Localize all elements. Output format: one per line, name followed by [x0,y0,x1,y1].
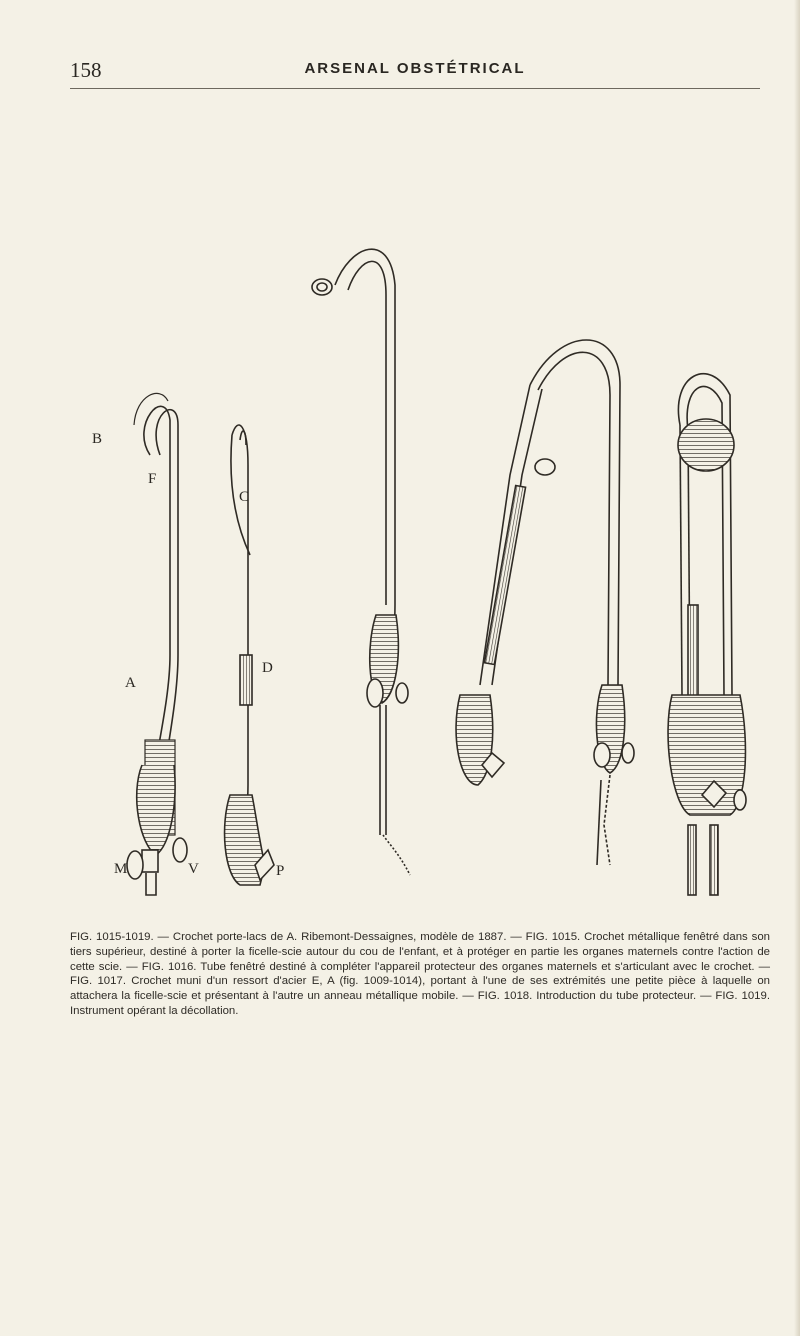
label-b: B [92,431,103,447]
page-number: 158 [70,58,102,82]
running-header [70,52,760,89]
label-m: M [114,861,128,877]
fig-1015-hook [127,393,187,895]
label-p: P [276,863,285,879]
instrument-illustration [90,225,770,915]
running-title: ARSENAL OBSTÉTRICAL [304,60,526,77]
fig-1019-decollation-instrument [668,374,746,895]
label-c: C [239,489,250,505]
fig-1018-tube-introduction [456,340,634,865]
fig-1016-tube [225,425,274,885]
label-f: F [148,471,157,487]
figure-caption: FIG. 1015-1019. — Crochet porte-lacs de A. Ribemont-Dessaignes, modèle de 1887. — FIG. 1015. Crochet métallique fenêtré dans son tiers supérieur, destiné à porter la ficelle-scie autour du cou de l'enfant, et à protéger en partie les organes maternels contre l'action de cette scie. — FIG. 1016. Tube fenêtré destiné à compléter l'appareil protecteur des organes maternels et s'articulant avec le crochet. — FIG. 1017. Crochet muni d'un ressort d'acier E, A (fig. 1009-1014), portant à l'une de ses extrémités une petite pièce à laquelle on attachera la ficelle-scie et présentant à l'autre un anneau métallique mobile. — FIG. 1018. Introduction du tube protecteur. — FIG. 1019. Instrument opérant la décollation. [70,931,770,1017]
page-edge-shadow [794,0,800,1336]
label-a: A [125,675,136,691]
instrument-figure [90,225,770,915]
fig-1017-spring-hook [312,249,410,875]
label-v: V [188,861,199,877]
label-d: D [262,660,273,676]
